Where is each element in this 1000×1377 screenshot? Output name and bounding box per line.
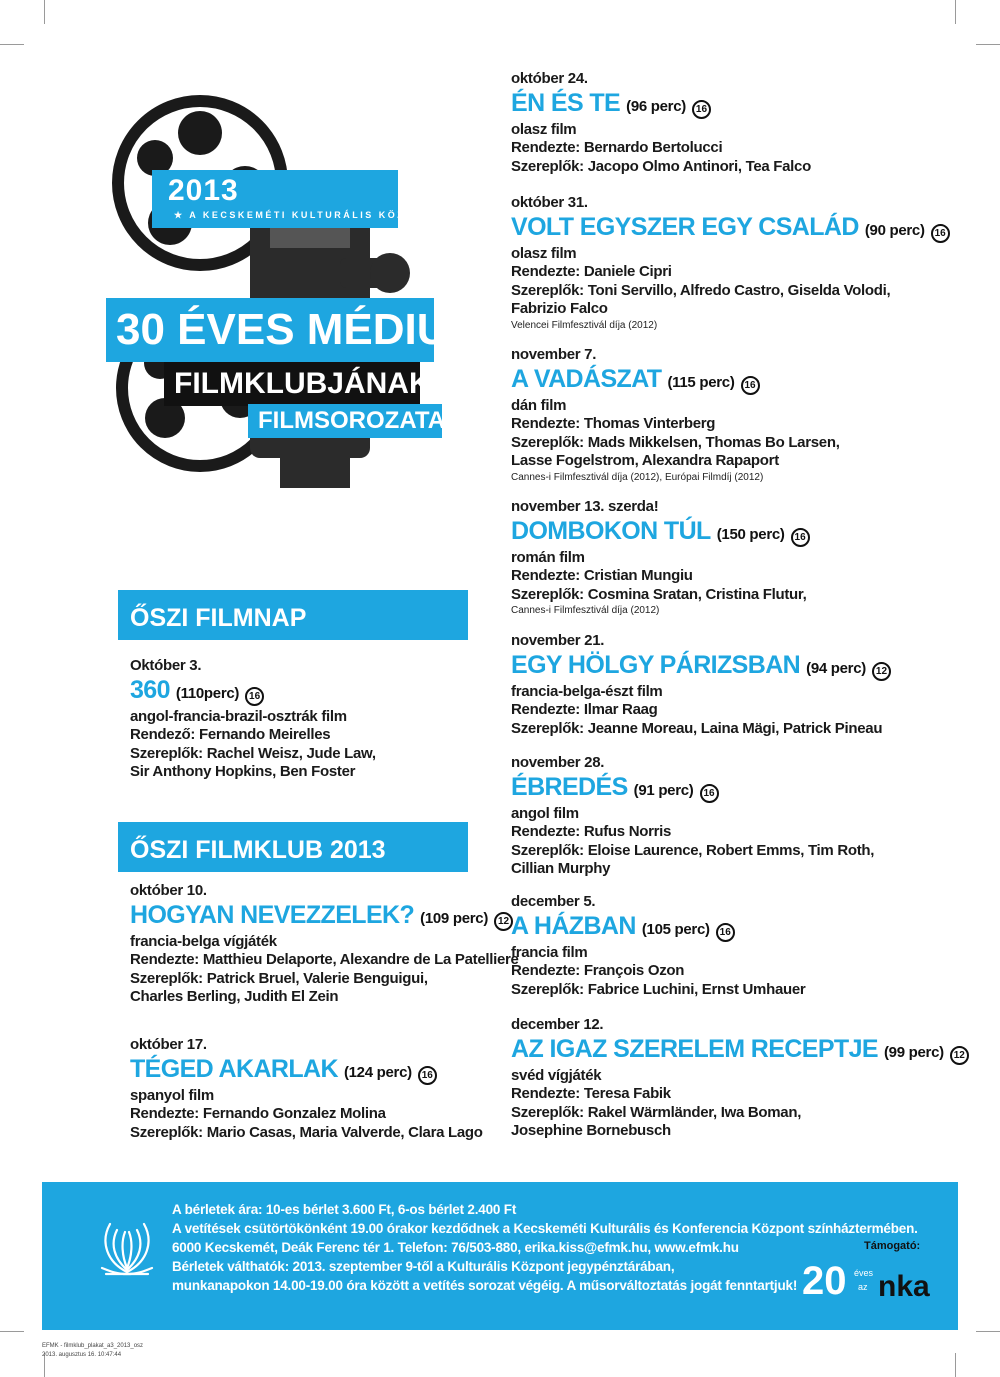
film-entry bbox=[130, 882, 519, 1007]
film-title-row bbox=[511, 89, 811, 121]
film-title-row bbox=[511, 773, 874, 805]
age-rating-icon: 16 bbox=[791, 528, 810, 547]
footer-line: A bérletek ára: 10-es bérlet 3.600 Ft, 6-os bérlet 2.400 Ft bbox=[172, 1202, 517, 1217]
film-detail-line: Szereplők: Cosmina Sratan, Cristina Flutur, bbox=[511, 585, 807, 603]
film-duration: (90 perc) bbox=[864, 221, 925, 239]
crop-mark bbox=[955, 1353, 956, 1377]
film-date: október 10. bbox=[130, 882, 207, 899]
age-rating-icon: 16 bbox=[700, 784, 719, 803]
film-detail-line: Szereplők: Jeanne Moreau, Laina Mägi, Patrick Pineau bbox=[511, 719, 883, 737]
film-detail-line: dán film bbox=[511, 396, 567, 414]
film-entry bbox=[511, 1016, 969, 1141]
film-date: október 24. bbox=[511, 70, 588, 87]
film-date: Október 3. bbox=[130, 657, 202, 674]
film-title: EGY HÖLGY PÁRIZSBAN bbox=[511, 650, 801, 679]
film-entry bbox=[130, 1036, 483, 1142]
film-detail-line: francia-belga vígjáték bbox=[130, 932, 277, 950]
film-detail-line: olasz film bbox=[511, 120, 577, 138]
film-date: december 5. bbox=[511, 893, 596, 910]
meta-file: EFMK - filmklub_plakat_a3_2013_osz bbox=[42, 1343, 144, 1349]
film-title-row bbox=[130, 901, 519, 933]
film-title-row bbox=[511, 651, 891, 683]
film-detail-line: Sir Anthony Hopkins, Ben Foster bbox=[130, 763, 356, 780]
film-detail-line: francia film bbox=[511, 943, 588, 961]
age-rating-icon: 16 bbox=[692, 100, 711, 119]
film-date: november 28. bbox=[511, 754, 605, 771]
film-entry bbox=[511, 194, 950, 333]
film-detail-line: Szereplők: Toni Servillo, Alfredo Castro, Giselda Volodi, bbox=[511, 281, 891, 299]
film-detail-line: Szereplők: Fabrice Luchini, Ernst Umhauer bbox=[511, 980, 806, 998]
footer-line: Bérletek válthatók: 2013. szeptember 9-től a Kulturális Központ jegypénztárában, bbox=[172, 1259, 675, 1274]
film-date: október 17. bbox=[130, 1036, 207, 1053]
film-date: november 13. szerda! bbox=[511, 498, 659, 515]
film-detail-line: Szereplők: Jacopo Olmo Antinori, Tea Falco bbox=[511, 157, 811, 175]
film-detail-line: Cillian Murphy bbox=[511, 860, 611, 877]
age-rating-icon: 16 bbox=[931, 224, 950, 243]
film-detail-line: Szereplők: Patrick Bruel, Valerie Benguigui, bbox=[130, 969, 428, 987]
film-date: november 21. bbox=[511, 632, 605, 649]
film-duration: (115 perc) bbox=[667, 373, 735, 391]
age-rating-icon: 16 bbox=[245, 687, 264, 706]
film-detail-line: Szereplők: Rakel Wärmländer, Iwa Boman, bbox=[511, 1103, 802, 1121]
film-detail-line: Rendezte: Cristian Mungiu bbox=[511, 567, 693, 584]
film-duration: (91 perc) bbox=[633, 781, 694, 799]
film-entry bbox=[130, 657, 376, 782]
section-filmnap: ŐSZI FILMNAP bbox=[118, 590, 468, 640]
crop-mark bbox=[976, 1331, 1000, 1332]
film-duration: (96 perc) bbox=[626, 97, 686, 115]
crop-mark bbox=[0, 44, 24, 45]
year-badge bbox=[152, 170, 441, 228]
film-title: HOGYAN NEVEZZELEK? bbox=[130, 900, 415, 929]
film-date: október 31. bbox=[511, 194, 588, 211]
film-duration: (150 perc) bbox=[716, 525, 785, 543]
film-entry bbox=[511, 754, 874, 879]
nka-az: az bbox=[858, 1282, 868, 1292]
film-detail-line: Fabrizio Falco bbox=[511, 300, 608, 317]
footer-line: munkanapokon 14.00-19.00 óra között a vetítés sorozat végéig. A műsorváltoztatás jogát fenntartjuk! bbox=[172, 1278, 798, 1293]
crop-mark bbox=[976, 44, 1000, 45]
nka-years: 20 bbox=[802, 1259, 847, 1302]
film-detail-line: Josephine Bornebusch bbox=[511, 1122, 671, 1139]
film-detail-line: Rendezte: Ilmar Raag bbox=[511, 701, 658, 718]
crop-mark bbox=[0, 1331, 24, 1332]
film-detail-line: Rendezte: Teresa Fabik bbox=[511, 1085, 671, 1102]
film-detail-line: Szereplők: Rachel Weisz, Jude Law, bbox=[130, 744, 376, 762]
film-award: Velencei Filmfesztivál díja (2012) bbox=[511, 319, 658, 331]
film-detail-line: román film bbox=[511, 548, 585, 566]
film-detail-line: Lasse Fogelstrom, Alexandra Rapaport bbox=[511, 452, 779, 469]
film-detail-line: Rendezte: Thomas Vinterberg bbox=[511, 415, 716, 432]
film-entry bbox=[511, 346, 840, 485]
nka-name: nka bbox=[878, 1270, 930, 1302]
title-line-3: FILMSOROZATA bbox=[248, 404, 442, 438]
film-date: december 12. bbox=[511, 1016, 604, 1033]
age-rating-icon: 16 bbox=[716, 923, 735, 942]
film-detail-line: Rendezte: Daniele Cipri bbox=[511, 263, 672, 280]
support-label: Támogató: bbox=[864, 1240, 921, 1252]
film-entry bbox=[511, 70, 811, 176]
year-label: 2013 bbox=[168, 174, 239, 207]
meta-timestamp: 2013. augusztus 16. 10:47:44 bbox=[42, 1352, 122, 1358]
film-detail-line: angol-francia-brazil-osztrák film bbox=[130, 707, 347, 725]
film-title-row bbox=[511, 517, 810, 549]
film-detail-line: angol film bbox=[511, 804, 579, 822]
film-detail-line: Rendezte: Matthieu Delaporte, Alexandre de La Patelliere bbox=[130, 951, 519, 968]
film-detail-line: olasz film bbox=[511, 244, 577, 262]
film-title: ÉBREDÉS bbox=[511, 772, 628, 801]
efmk-logo-icon bbox=[92, 1212, 162, 1282]
film-title: A HÁZBAN bbox=[511, 911, 636, 940]
film-title: A VADÁSZAT bbox=[511, 364, 662, 393]
film-detail-line: Rendezte: Fernando Gonzalez Molina bbox=[130, 1105, 386, 1122]
film-duration: (105 perc) bbox=[641, 920, 710, 938]
film-title-row bbox=[130, 1055, 483, 1087]
age-rating-icon: 12 bbox=[494, 912, 513, 931]
film-entry bbox=[511, 498, 810, 618]
film-duration: (99 perc) bbox=[883, 1043, 944, 1061]
film-date: november 7. bbox=[511, 346, 597, 363]
age-rating-icon: 16 bbox=[418, 1066, 437, 1085]
film-award: Cannes-i Filmfesztivál díja (2012), Európai Filmdíj (2012) bbox=[511, 471, 764, 483]
age-rating-icon: 16 bbox=[741, 376, 760, 395]
age-rating-icon: 12 bbox=[872, 662, 891, 681]
footer-banner bbox=[42, 1182, 958, 1330]
nka-logo bbox=[802, 1252, 952, 1302]
film-title-row bbox=[511, 912, 805, 944]
footer-line: A vetítések csütörtökönként 19.00 órakor kezdődnek a Kecskeméti Kulturális és Konferencia Központ színháztermében. bbox=[172, 1221, 918, 1236]
film-detail-line: Szereplők: Eloise Laurence, Robert Emms, Tim Roth, bbox=[511, 841, 875, 859]
film-entry bbox=[511, 893, 805, 999]
film-title: VOLT EGYSZER EGY CSALÁD bbox=[511, 212, 859, 241]
film-detail-line: spanyol film bbox=[130, 1086, 214, 1104]
film-title: DOMBOKON TÚL bbox=[511, 516, 711, 545]
film-detail-line: svéd vígjáték bbox=[511, 1066, 602, 1084]
film-detail-line: Rendezte: Rufus Norris bbox=[511, 823, 672, 840]
nka-eves: éves bbox=[854, 1268, 874, 1278]
film-title: TÉGED AKARLAK bbox=[130, 1054, 338, 1083]
film-detail-line: Szereplők: Mario Casas, Maria Valverde, Clara Lago bbox=[130, 1123, 483, 1141]
film-title-row bbox=[511, 213, 950, 245]
film-title: 360 bbox=[130, 675, 170, 704]
film-detail-line: francia-belga-észt film bbox=[511, 682, 663, 700]
film-detail-line: Rendezte: François Ozon bbox=[511, 962, 685, 979]
film-title-row bbox=[511, 365, 840, 397]
film-detail-line: Charles Berling, Judith El Zein bbox=[130, 988, 339, 1005]
org-label: ★ A KECSKEMÉTI KULTURÁLIS KÖZPONT bbox=[174, 210, 441, 220]
film-award: Cannes-i Filmfesztivál díja (2012) bbox=[511, 605, 660, 616]
section-filmklub: ŐSZI FILMKLUB 2013 bbox=[118, 822, 468, 872]
film-detail-line: Rendezte: Bernardo Bertolucci bbox=[511, 139, 723, 156]
crop-mark bbox=[955, 0, 956, 24]
title-line-1: 30 ÉVES MÉDIUM bbox=[106, 298, 434, 362]
title-line-2: FILMKLUBJÁNAK bbox=[164, 362, 420, 406]
footer-line: 6000 Kecskemét, Deák Ferenc tér 1. Telefon: 76/503-880, erika.kiss@efmk.hu, www.efmk.hu bbox=[172, 1240, 739, 1255]
film-title-row bbox=[511, 1035, 969, 1067]
film-title: AZ IGAZ SZERELEM RECEPTJE bbox=[511, 1034, 878, 1063]
film-duration: (109 perc) bbox=[420, 909, 489, 927]
film-duration: (124 perc) bbox=[343, 1063, 412, 1081]
film-detail-line: Szereplők: Mads Mikkelsen, Thomas Bo Larsen, bbox=[511, 433, 840, 451]
film-entry bbox=[511, 632, 891, 738]
film-title-row bbox=[130, 676, 376, 708]
age-rating-icon: 12 bbox=[950, 1046, 969, 1065]
film-detail-line: Rendező: Fernando Meirelles bbox=[130, 726, 331, 743]
film-duration: (110perc) bbox=[175, 684, 240, 702]
film-title: ÉN ÉS TE bbox=[511, 88, 621, 117]
crop-mark bbox=[44, 0, 45, 24]
film-duration: (94 perc) bbox=[806, 659, 866, 677]
